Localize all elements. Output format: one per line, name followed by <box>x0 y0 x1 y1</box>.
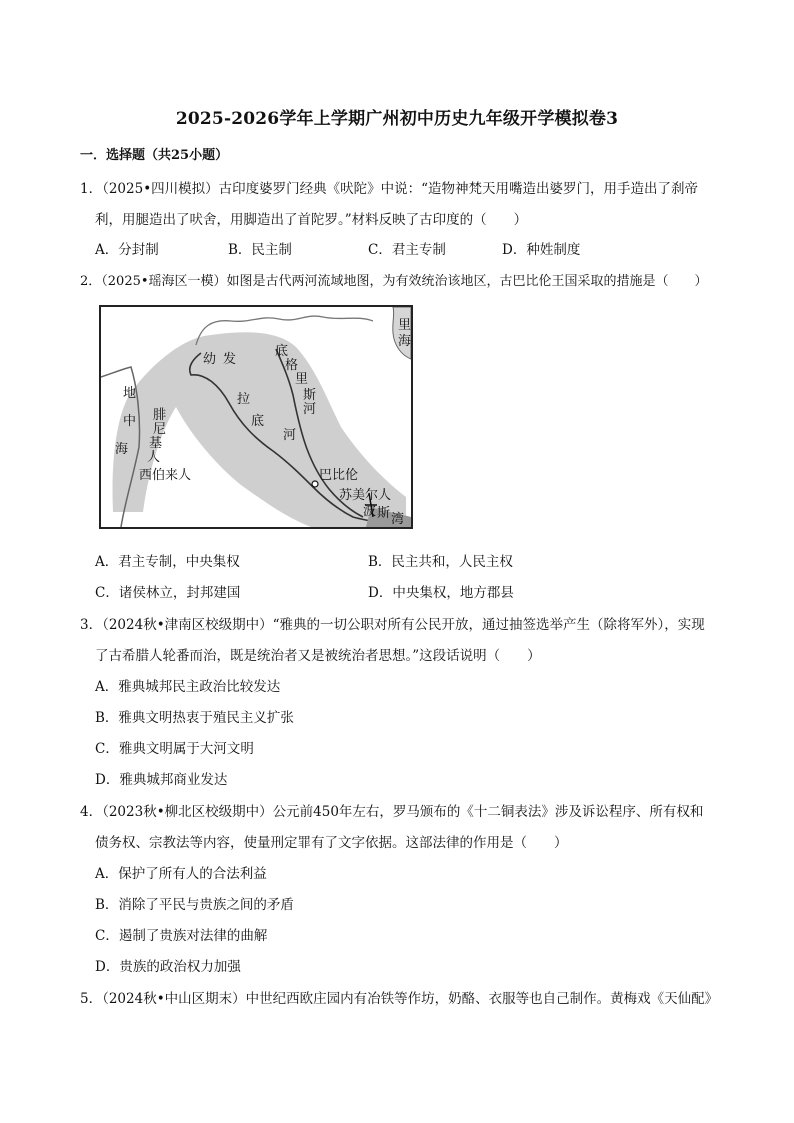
question-2-option-b: B．民主共和，人民主权 <box>368 554 513 570</box>
question-3-option-c: C．雅典文明属于大河文明 <box>95 741 254 757</box>
question-1-option-c: C．君主专制 <box>368 242 446 258</box>
question-2-option-d: D．中央集权，地方郡县 <box>368 585 514 601</box>
label-phoenicians-1: 腓 <box>153 408 167 423</box>
label-sumerians: 苏美尔人 <box>339 488 392 503</box>
label-phoenicians-4: 人 <box>147 450 161 465</box>
question-1-line-1: 1．（2025•四川模拟）古印度婆罗门经典《吠陀》中说：“造物神梵天用嘴造出婆罗门，用手造出了刹帝 <box>80 181 699 197</box>
mesopotamia-map <box>99 305 413 529</box>
question-4-line-2: 债务权、宗教法等内容，使量刑定罪有了文字依据。这部法律的作用是（ ） <box>95 835 568 851</box>
label-tigris-3: 里 <box>295 372 309 387</box>
question-3-option-a: A．雅典城邦民主政治比较发达 <box>95 679 281 695</box>
label-euphrates-1: 幼 <box>203 352 217 367</box>
label-caspian-1: 里 <box>398 318 411 333</box>
label-hebrews: 西伯来人 <box>139 468 192 483</box>
question-5-line-1: 5．（2024秋•中山区期末）中世纪西欧庄园内有冶铁等作坊，奶酪、衣服等也自己制作。黄梅戏《天仙配》 <box>80 991 719 1007</box>
label-euphrates-5: 河 <box>283 428 297 443</box>
question-3-option-d: D．雅典城邦商业发达 <box>95 772 228 788</box>
question-4-option-b: B．消除了平民与贵族之间的矛盾 <box>95 897 294 913</box>
label-mediterranean-1: 地 <box>123 386 137 401</box>
question-3-option-b: B．雅典文明热衷于殖民主义扩张 <box>95 710 294 726</box>
label-caspian-2: 海 <box>398 334 411 349</box>
question-2-line-1: 2．（2025•瑶海区一模）如图是古代两河流域地图，为有效统治该地区，古巴比伦王国采取的措施是（ ） <box>80 274 708 289</box>
label-phoenicians-2: 尼 <box>153 422 167 437</box>
label-euphrates-4: 底 <box>251 414 265 429</box>
label-mediterranean-3: 海 <box>115 442 129 457</box>
question-3-line-1: 3．（2024秋•津南区校级期中）“雅典的一切公职对所有公民开放，通过抽签选举产生（除将军外），实现 <box>80 617 705 633</box>
label-gulf-1: 波 <box>363 504 377 519</box>
caspian-sea <box>393 307 411 359</box>
label-gulf-2: 斯 <box>377 506 391 521</box>
label-tigris-2: 格 <box>285 358 299 373</box>
question-2-option-c: C．诸侯林立，封邦建国 <box>95 585 241 601</box>
section-heading: 一．选择题（共25小题） <box>80 148 229 163</box>
label-euphrates-3: 拉 <box>237 392 251 407</box>
label-tigris-4: 斯 <box>303 388 317 403</box>
label-babylon: 巴比伦 <box>319 468 359 483</box>
label-tigris-1: 底 <box>275 344 289 359</box>
page-title: 2025-2026学年上学期广州初中历史九年级开学模拟卷3 <box>175 109 619 129</box>
question-4-option-d: D．贵族的政治权力加强 <box>95 959 241 975</box>
label-gulf-3: 湾 <box>391 512 405 527</box>
question-3-line-2: 了古希腊人轮番而治，既是统治者又是被统治者思想。”这段话说明（ ） <box>95 648 541 664</box>
label-euphrates-2: 发 <box>223 352 237 367</box>
map-graphic <box>101 307 411 527</box>
question-2-option-a: A．君主专制，中央集权 <box>95 554 240 570</box>
label-mediterranean-2: 中 <box>123 414 137 429</box>
question-1-option-b: B．民主制 <box>228 242 292 258</box>
question-1-option-d: D．种姓制度 <box>502 242 581 258</box>
label-phoenicians-3: 基 <box>149 436 163 451</box>
question-1-option-a: A．分封制 <box>95 242 159 258</box>
question-4-option-a: A．保护了所有人的合法利益 <box>95 866 267 882</box>
question-4-line-1: 4．（2023秋•柳北区校级期中）公元前450年左右，罗马颁布的《十二铜表法》涉及诉讼程序、所有权和 <box>80 804 704 820</box>
question-4-option-c: C．遏制了贵族对法律的曲解 <box>95 928 268 944</box>
question-1-line-2: 利，用腿造出了吠舍，用脚造出了首陀罗。”材料反映了古印度的（ ） <box>95 212 528 228</box>
label-tigris-5: 河 <box>303 402 317 417</box>
babylon-marker <box>312 481 318 487</box>
